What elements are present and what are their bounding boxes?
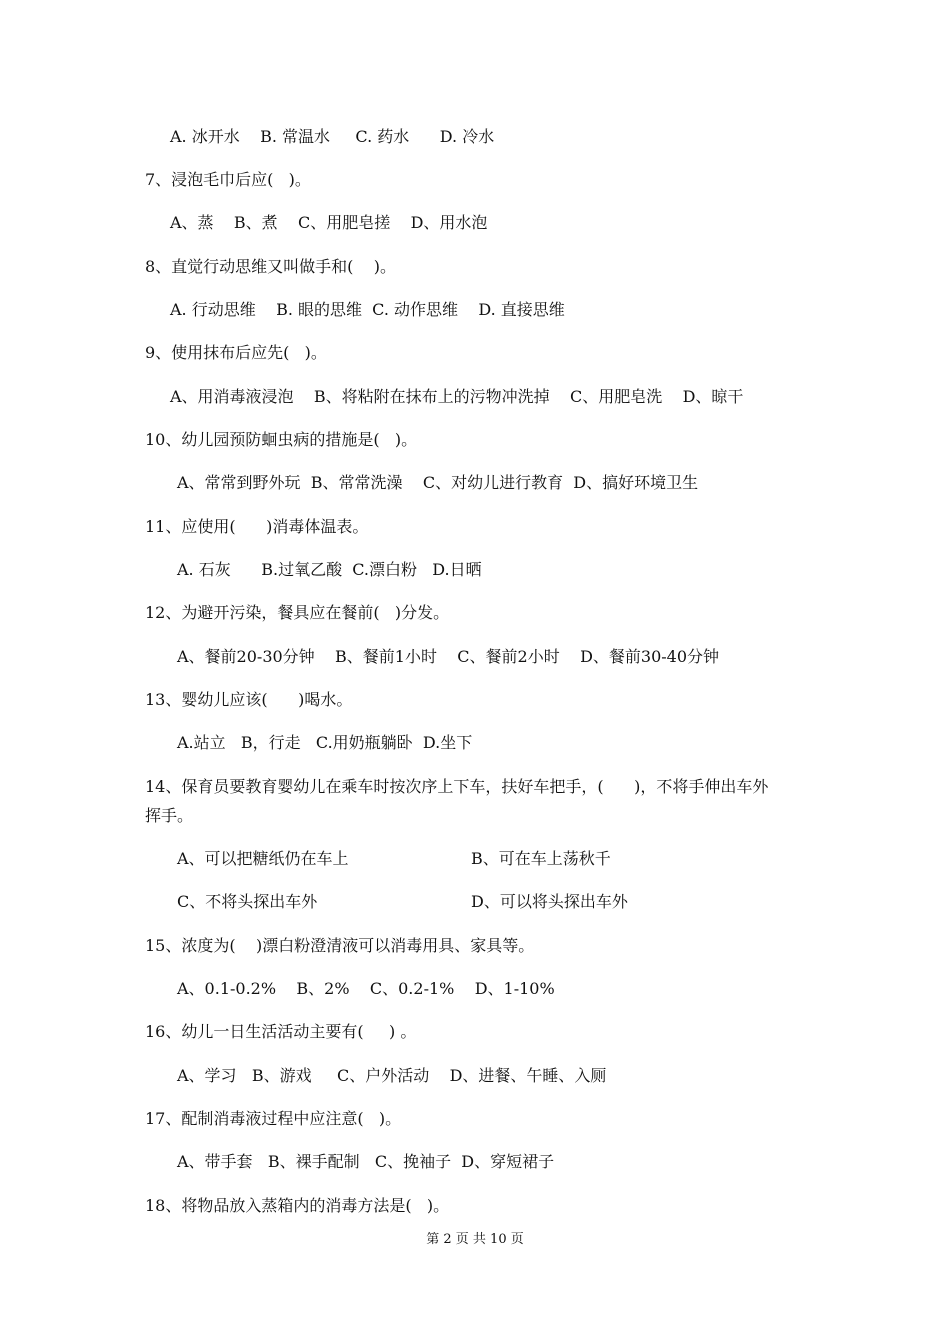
q16-options: A、学习 B、游戏 C、户外活动 D、进餐、午睡、入厕 (177, 1066, 607, 1085)
question-8: 8、直觉行动思维又叫做手和( )。 (145, 257, 397, 276)
question-10: 10、幼儿园预防蛔虫病的措施是( )。 (145, 430, 418, 449)
q8-options: A. 行动思维 B. 眼的思维 C. 动作思维 D. 直接思维 (170, 300, 565, 319)
q14-option-b: B、可在车上荡秋千 (471, 849, 611, 868)
question-9: 9、使用抹布后应先( )。 (145, 343, 327, 362)
page-footer: 第 2 页 共 10 页 (426, 1232, 524, 1247)
q11-options: A. 石灰 B.过氧乙酸 C.漂白粉 D.日晒 (177, 560, 482, 579)
question-15: 15、浓度为( )漂白粉澄清液可以消毒用具、家具等。 (145, 936, 535, 955)
q9-options: A、用消毒液浸泡 B、将粘附在抹布上的污物冲洗掉 C、用肥皂洗 D、晾干 (170, 387, 744, 406)
q14-option-d: D、可以将头探出车外 (471, 892, 628, 911)
q17-options: A、带手套 B、裸手配制 C、挽袖子 D、穿短裙子 (177, 1152, 555, 1171)
question-11: 11、应使用( )消毒体温表。 (145, 517, 369, 536)
question-16: 16、幼儿一日生活活动主要有( ) 。 (145, 1022, 417, 1041)
q14-option-c: C、不将头探出车外 (177, 892, 318, 911)
question-14: 14、保育员要教育婴幼儿在乘车时按次序上下车，扶好车把手，( )，不将手伸出车外 (145, 777, 769, 796)
q10-options: A、常常到野外玩 B、常常洗澡 C、对幼儿进行教育 D、搞好环境卫生 (177, 473, 699, 492)
question-18: 18、将物品放入蒸箱内的消毒方法是( )。 (145, 1196, 450, 1215)
q14-option-a: A、可以把糖纸仍在车上 (177, 849, 349, 868)
q6-options: A. 冰开水 B. 常温水 C. 药水 D. 冷水 (170, 127, 495, 146)
question-12: 12、为避开污染，餐具应在餐前( )分发。 (145, 603, 450, 622)
q12-options: A、餐前20-30分钟 B、餐前1小时 C、餐前2小时 D、餐前30-40分钟 (177, 647, 720, 666)
q13-options: A.站立 B，行走 C.用奶瓶躺卧 D.坐下 (177, 733, 473, 752)
question-13: 13、婴幼儿应该( )喝水。 (145, 690, 353, 709)
question-7: 7、浸泡毛巾后应( )。 (145, 170, 311, 189)
question-17: 17、配制消毒液过程中应注意( )。 (145, 1109, 402, 1128)
q15-options: A、0.1-0.2% B、2% C、0.2-1% D、1-10% (177, 979, 555, 998)
question-14-cont: 挥手。 (145, 806, 194, 825)
q7-options: A、蒸 B、煮 C、用肥皂搓 D、用水泡 (170, 213, 488, 232)
